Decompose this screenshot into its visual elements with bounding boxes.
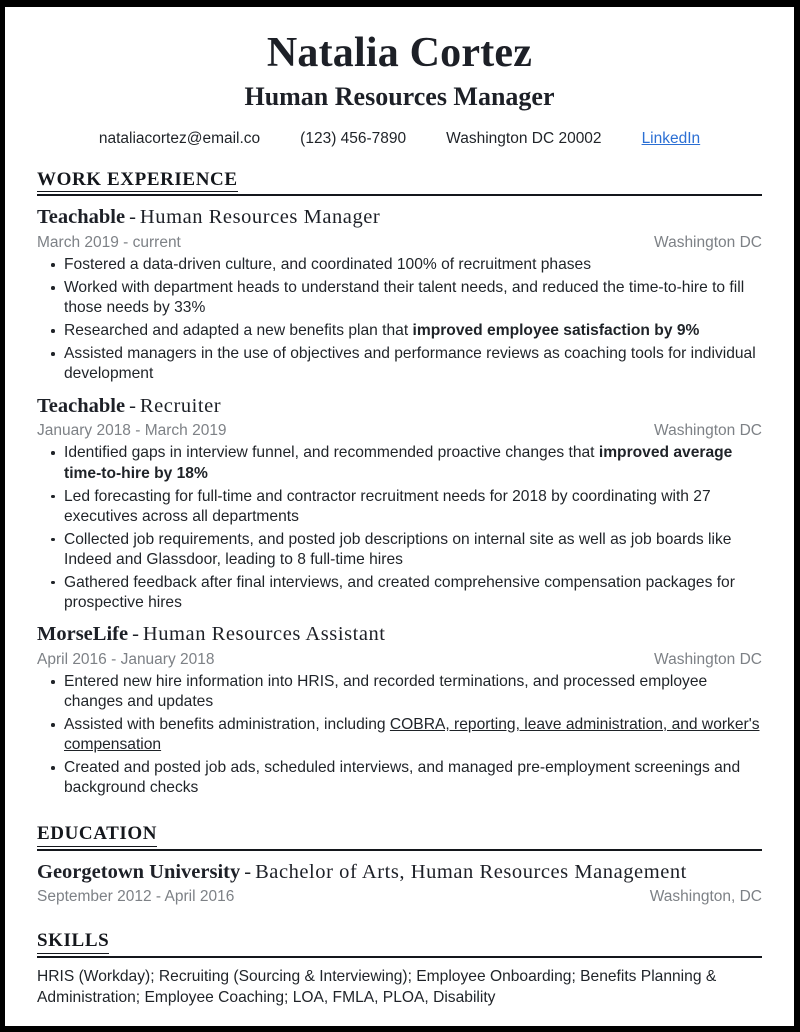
work-entry-meta (37, 650, 762, 669)
work-entry (37, 205, 762, 384)
bullet-item: Entered new hire information into HRIS, and recorded terminations, and processed employee changes and updates (37, 672, 762, 713)
bullet-item: Gathered feedback after final interviews, and created comprehensive compensation packages for prospective hires (37, 573, 762, 614)
work-entry-separator: - (129, 394, 136, 417)
bullet-item: Worked with department heads to understand their talent needs, and reduced the time-to-hire to fill those needs by 33% (37, 278, 762, 319)
education-entry-heading (37, 860, 762, 885)
section-education (37, 823, 762, 907)
bullet-item: Collected job requirements, and posted job descriptions on internal site as well as job boards like Indeed and Glassdoor, leading to 8 full-time hires (37, 530, 762, 571)
work-entry-heading (37, 205, 762, 230)
education-entry (37, 860, 762, 907)
education-heading-wrap (37, 823, 762, 847)
work-entry-dates: April 2016 - January 2018 (37, 650, 215, 668)
work-entry-meta (37, 233, 762, 252)
education-dates: September 2012 - April 2016 (37, 888, 235, 906)
bullet-item: Fostered a data-driven culture, and coordinated 100% of recruitment phases (37, 255, 762, 275)
linkedin-link[interactable]: LinkedIn (641, 129, 701, 147)
work-entry-location: Washington DC (654, 422, 762, 440)
bullet-item: Identified gaps in interview funnel, and recommended proactive changes that improved average time-to-hire by 18% (37, 443, 762, 484)
section-heading-skills: SKILLS (37, 930, 109, 954)
contact-row (37, 130, 762, 148)
section-rule-education (37, 849, 762, 851)
work-entry (37, 394, 762, 614)
work-entry-bullets (37, 443, 762, 613)
work-entry-separator: - (129, 206, 136, 229)
work-entry-heading (37, 394, 762, 419)
work-entry-bullets (37, 672, 762, 799)
work-entry-dates: March 2019 - current (37, 234, 181, 252)
education-entry-separator: - (244, 860, 252, 883)
section-rule-work (37, 194, 762, 196)
education-entry-meta (37, 887, 762, 906)
work-entry-heading (37, 622, 762, 647)
resume-page (5, 7, 794, 1026)
work-entry-dates: January 2018 - March 2019 (37, 422, 227, 440)
work-entry-separator: - (132, 623, 139, 646)
candidate-job-title: Human Resources Manager (244, 82, 555, 112)
section-heading-work: WORK EXPERIENCE (37, 169, 238, 193)
work-entry-organization: MorseLife (37, 623, 129, 646)
work-entry-role: Human Resources Assistant (142, 623, 386, 646)
contact-phone[interactable]: (123) 456-7890 (300, 129, 407, 147)
work-heading-wrap (37, 169, 762, 193)
bullet-item: Assisted managers in the use of objectives and performance reviews as coaching tools for individual development (37, 344, 762, 385)
bullet-item: Researched and adapted a new benefits plan that improved employee satisfaction by 9% (37, 321, 762, 341)
work-entry-role: Human Resources Manager (139, 206, 381, 229)
work-entry-bullets (37, 255, 762, 384)
education-degree: Bachelor of Arts, Human Resources Management (255, 860, 687, 883)
work-entry (37, 622, 762, 799)
work-entry-location: Washington DC (654, 650, 762, 668)
section-skills (37, 930, 762, 1008)
skills-list: HRIS (Workday); Recruiting (Sourcing & Interviewing); Employee Onboarding; Benefits Planning & Administration; Employee Coaching; LOA, FMLA, PLOA, Disability (37, 968, 717, 1006)
candidate-name: Natalia Cortez (266, 30, 533, 76)
work-entry-location: Washington DC (654, 234, 762, 252)
education-institution: Georgetown University (37, 860, 241, 883)
bullet-item: Created and posted job ads, scheduled interviews, and managed pre-employment screenings and background checks (37, 758, 762, 799)
skills-heading-wrap (37, 930, 762, 954)
work-entry-organization: Teachable (37, 394, 126, 417)
education-location: Washington, DC (649, 888, 762, 906)
bullet-item: Led forecasting for full-time and contractor recruitment needs for 2018 by coordinating with 27 executives across all departments (37, 487, 762, 528)
contact-location: Washington DC 20002 (446, 129, 602, 147)
resume-header (37, 31, 762, 148)
section-work-experience (37, 169, 762, 799)
bullet-item: Assisted with benefits administration, including COBRA, reporting, leave administration, and worker's compensation (37, 715, 762, 756)
section-heading-education: EDUCATION (37, 823, 157, 847)
work-entry-meta (37, 421, 762, 440)
work-entry-role: Recruiter (139, 394, 222, 417)
contact-email[interactable]: nataliacortez@email.co (98, 129, 261, 147)
work-entry-organization: Teachable (37, 206, 126, 229)
section-rule-skills (37, 956, 762, 958)
